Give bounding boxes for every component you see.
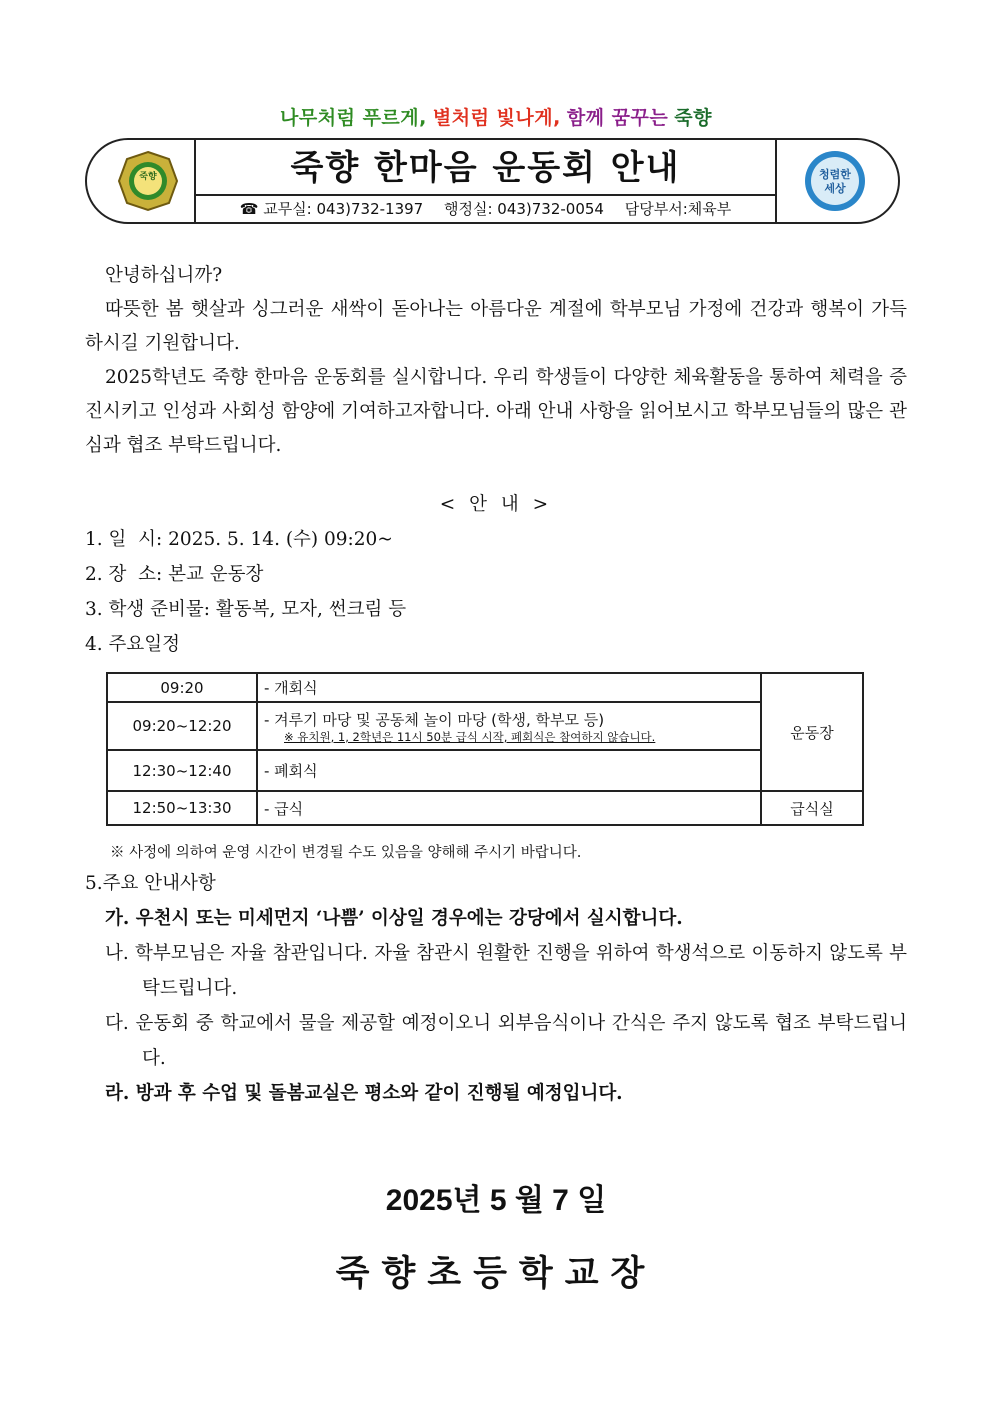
activity-cell	[257, 702, 761, 750]
logo-text-2: 세상	[824, 182, 846, 195]
info-item-schedule: 4. 주요일정	[85, 634, 181, 655]
letter-header	[85, 138, 900, 224]
slogan-part-4: 죽향	[674, 107, 712, 129]
notes-title: 5.주요 안내사항	[85, 873, 216, 894]
activity-cell: - 폐회식	[257, 750, 761, 791]
info-item-supplies: 3. 학생 준비물: 활동복, 모자, 썬크림 등	[85, 599, 407, 620]
note-item-da: 다. 운동회 중 학교에서 물을 제공할 예정이오니 외부음식이나 간식은 주지 않도록 협조 부탁드립니다.	[105, 1013, 907, 1069]
table-row	[107, 791, 863, 825]
table-row	[107, 750, 863, 791]
note-item-na: 나. 학부모님은 자율 참관입니다. 자율 참관시 원활한 진행을 위하여 학생석으로 이동하지 않도록 부탁드립니다.	[105, 943, 907, 999]
greeting: 안녕하십니까?	[105, 265, 223, 286]
schedule-note: ※ 사정에 의하여 운영 시간이 변경될 수도 있음을 양해해 주시기 바랍니다.	[110, 845, 582, 861]
integrity-campaign-logo	[802, 148, 868, 214]
section-title: < 안 내 >	[439, 494, 553, 515]
page-title: 죽향 한마음 운동회 안내	[290, 148, 681, 188]
schedule-table	[106, 672, 864, 826]
slogan	[0, 103, 992, 130]
intro-paragraph-2: 2025학년도 죽향 한마음 운동회를 실시합니다. 우리 학생들이 다양한 체육활동을 통하여 체력을 증진시키고 인성과 사회성 함양에 기여하고자합니다. 아래 안내 사항을 읽어보시고 학부모님들의 많은 관심과 협조 부탁드립니다.	[85, 367, 908, 456]
letter-date: 2025년 5 월 7 일	[385, 1184, 607, 1217]
table-row	[107, 702, 863, 750]
contact-info	[196, 196, 775, 222]
place-cell: 급식실	[761, 791, 863, 825]
activity-cell: - 급식	[257, 791, 761, 825]
activity-cell: - 개회식	[257, 673, 761, 702]
slogan-part-3: 함께 꿈꾸는	[566, 107, 669, 129]
info-list	[85, 522, 907, 662]
signer: 죽향초등학교장	[335, 1254, 657, 1294]
time-cell: 09:20~12:20	[107, 702, 257, 750]
logo-text: 죽향	[139, 172, 157, 182]
time-cell: 12:30~12:40	[107, 750, 257, 791]
note-item-ra: 라. 방과 후 수업 및 돌봄교실은 평소와 같이 진행될 예정입니다.	[105, 1083, 623, 1104]
info-item-date: 1. 일 시: 2025. 5. 14. (수) 09:20~	[85, 529, 393, 550]
place-cell: 운동장	[761, 673, 863, 791]
contact-teachers-office: 교무실: 043)732-1397	[263, 200, 424, 218]
table-row	[107, 673, 863, 702]
activity-subnote: ※ 유치원, 1, 2학년은 11시 50분 급식 시작, 폐회식은 참여하지 않습니다.	[284, 729, 656, 744]
time-cell: 09:20	[107, 673, 257, 702]
activity-text: - 겨루기 마당 및 공동체 놀이 마당 (학생, 학부모 등)	[264, 710, 605, 729]
info-item-place: 2. 장 소: 본교 운동장	[85, 564, 264, 585]
note-item-ga: 가. 우천시 또는 미세먼지 ‘나쁨’ 이상일 경우에는 강당에서 실시합니다.	[105, 908, 683, 929]
school-emblem-logo	[117, 150, 179, 212]
contact-admin-office: 행정실: 043)732-0054	[443, 200, 604, 218]
logo-text-1: 청렴한	[819, 168, 851, 181]
slogan-part-1: 나무처럼 푸르게,	[280, 107, 427, 129]
phone-icon: ☎	[239, 200, 259, 218]
intro	[85, 259, 907, 463]
intro-paragraph-1: 따뜻한 봄 햇살과 싱그러운 새싹이 돋아나는 아름다운 계절에 학부모님 가정에 건강과 행복이 가득 하시길 기원합니다.	[85, 299, 907, 354]
notes-section	[85, 866, 907, 1111]
slogan-part-2: 별처럼 빛나게,	[432, 107, 561, 129]
time-cell: 12:50~13:30	[107, 791, 257, 825]
contact-department: 담당부서:체육부	[624, 200, 732, 218]
